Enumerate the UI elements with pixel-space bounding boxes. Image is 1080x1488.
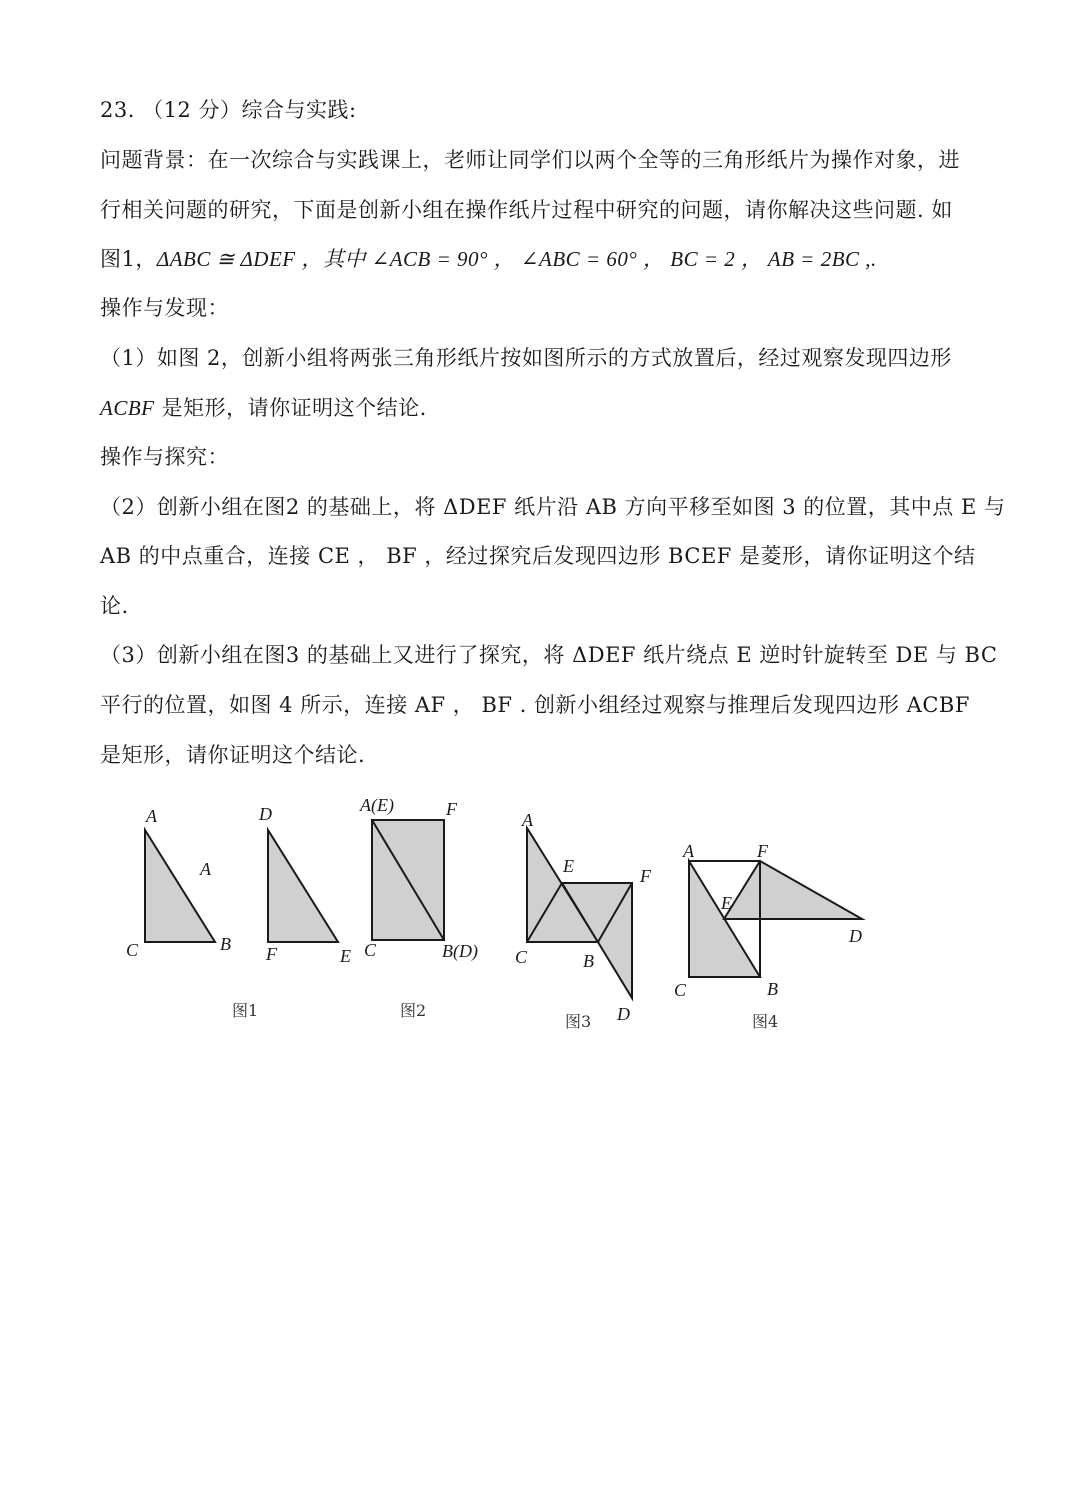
part2-line-1: （2）创新小组在图2 的基础上，将 ΔDEF 纸片沿 AB 方向平移至如图 3 的位置，其中点 E 与 [100,495,1006,519]
fig3-label-f: F [640,866,651,886]
fig3-label-c: C [515,947,528,967]
fig4-label-d: D [849,926,862,946]
fig4-label-f: F [757,841,768,861]
fig1-label-c: C [126,940,139,960]
fig3-label-e: E [563,856,574,876]
part3-line-2: 平行的位置，如图 4 所示，连接 AF ， BF . 创新小组经过观察与推理后发现四边形 ACBF [100,693,970,717]
figure-3 [515,810,652,1031]
fig2-label-ae: A(E) [360,795,394,815]
fig2-label-bd: B(D) [442,941,478,961]
fig4-label-c: C [674,980,687,1000]
fig2-caption: 图2 [400,1001,427,1020]
background-line-3-prefix: 图1， [100,247,157,271]
fig4-triangle-def [724,861,862,919]
part2-line-2: AB 的中点重合，连接 CE ， BF ，经过探究后发现四边形 BCEF 是菱形，请你证明这个结 [100,544,976,568]
fig1-label-d: D [259,804,272,824]
figure-1-def [258,804,351,966]
part3-line-3: 是矩形，请你证明这个结论. [100,743,366,767]
fig1-label-e: E [340,946,351,966]
part2-line-3: 论. [100,594,129,618]
figure-1 [126,806,258,1020]
section-heading-discover: 操作与发现： [100,296,229,320]
question-header: 23. （12 分）综合与实践: [100,98,357,122]
part1-quadrilateral: ACBF [100,396,155,420]
fig3-label-b: B [583,951,594,971]
fig4-label-a: A [683,841,694,861]
fig1-label-b: B [220,934,231,954]
fig3-label-d: D [617,1004,630,1024]
fig4-label-b: B [767,979,778,999]
fig1-caption: 图1 [232,1001,259,1020]
fig3-label-a: A [522,810,533,830]
figure-4 [674,841,862,1031]
given-conditions: ΔABC ≅ ΔDEF ，其中 ∠ACB = 90° ， ∠ABC = 60° ， BC = 2 ， AB = 2BC ,. [156,247,877,271]
fig2-label-f: F [446,799,457,819]
background-line-1: 问题背景：在一次综合与实践课上，老师让同学们以两个全等的三角形纸片为操作对象，进 [100,148,960,172]
part3-line-1: （3）创新小组在图3 的基础上又进行了探究，将 ΔDEF 纸片绕点 E 逆时针旋转至 DE 与 BC [100,643,998,667]
fig1-label-a-hypotenuse: A [200,859,211,879]
part1-line-2-rest: 是矩形，请你证明这个结论. [154,396,427,420]
part1-line-1: （1）如图 2，创新小组将两张三角形纸片按如图所示的方式放置后，经过观察发现四边形 [100,346,952,370]
triangle-def [268,830,338,942]
background-line-2: 行相关问题的研究，下面是创新小组在操作纸片过程中研究的问题，请你解决这些问题. 如 [100,198,953,222]
fig3-caption: 图3 [565,1012,592,1031]
section-heading-explore: 操作与探究： [100,445,229,469]
fig4-label-e: E [721,893,732,913]
triangle-abc [145,830,215,942]
fig2-label-c: C [364,940,377,960]
fig1-label-f: F [266,944,277,964]
figure-2 [359,795,478,1020]
fig1-label-a: A [146,806,157,826]
fig4-caption: 图4 [752,1012,779,1031]
